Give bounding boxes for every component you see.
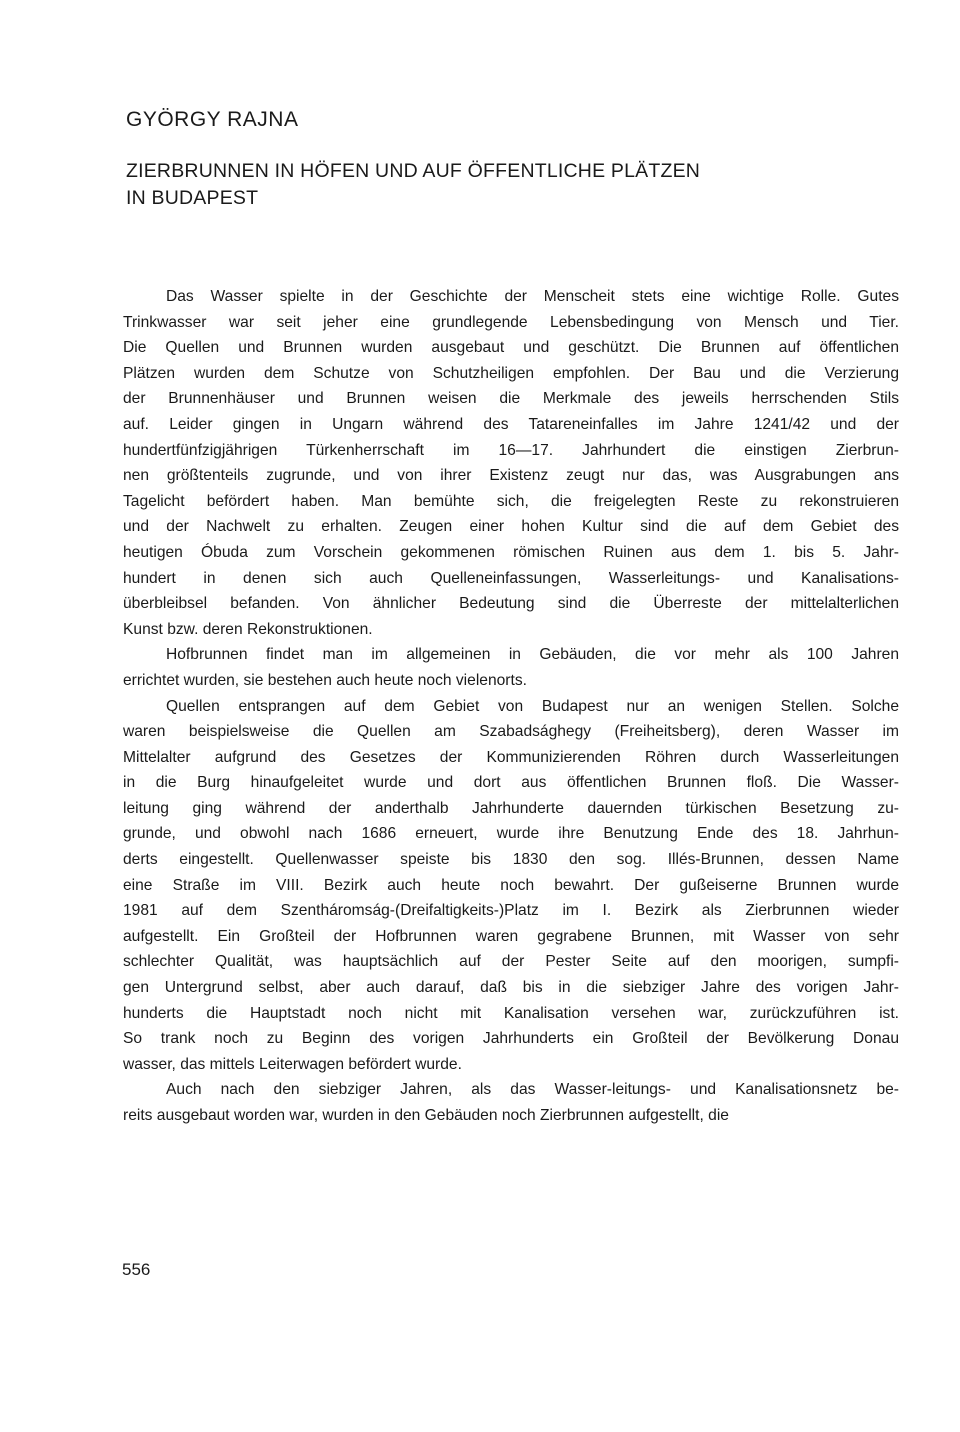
- body-line: überbleibsel befanden. Von ähnlicher Bedeutung sind die Überreste der mittelalterlichen: [123, 595, 899, 613]
- author-name: GYÖRGY RAJNA: [126, 108, 299, 131]
- body-line: gen Untergrund selbst, aber auch darauf, daß bis in die siebziger Jahre des vorigen Jahr-: [123, 979, 899, 997]
- body-line: errichtet wurden, sie bestehen auch heute noch vielenorts.: [123, 671, 527, 689]
- body-line: reits ausgebaut worden war, wurden in den Gebäuden noch Zierbrunnen aufgestellt, die: [123, 1107, 729, 1124]
- title-line: IN BUDAPEST: [126, 187, 259, 209]
- body-line: Hofbrunnen findet man im allgemeinen in Gebäuden, die vor mehr als 100 Jahren: [166, 646, 899, 664]
- body-line: grunde, und obwohl nach 1686 erneuert, wurde ihre Benutzung Ende des 18. Jahrhun-: [123, 825, 899, 843]
- body-line: waren beispielsweise die Quellen am Szabadsághegy (Freiheitsberg), deren Wasser im: [123, 723, 899, 741]
- body-line: hundertfünfzigjährigen Türkenherrschaft im 16—17. Jahrhundert die einstigen Zierbrun-: [123, 441, 899, 459]
- body-line: Auch nach den siebziger Jahren, als das Wasser-leitungs- und Kanalisationsnetz be-: [166, 1081, 899, 1099]
- body-line: Trinkwasser war seit jeher eine grundlegende Lebensbedingung von Mensch und Tier.: [123, 313, 899, 331]
- body-line: 1981 auf dem Szentháromság-(Dreifaltigkeits-)Platz im I. Bezirk als Zierbrunnen wieder: [123, 902, 899, 920]
- article-title: [126, 158, 846, 212]
- body-line: heutigen Óbuda zum Vorschein gekommenen römischen Ruinen aus dem 1. bis 5. Jahr-: [123, 543, 899, 561]
- body-line: Die Quellen und Brunnen wurden ausgebaut und geschützt. Die Brunnen auf öffentlichen: [123, 339, 899, 357]
- body-line: in die Burg hinaufgeleitet wurde und dort aus öffentlichen Brunnen floß. Die Wasser-: [123, 774, 899, 792]
- body-line: leitung ging während der anderthalb Jahrhunderte dauernden türkischen Besetzung zu-: [123, 799, 899, 817]
- body-line: Mittelalter aufgrund des Gesetzes der Kommunizierenden Röhren durch Wasserleitungen: [123, 748, 899, 766]
- page-number: 556: [122, 1260, 151, 1279]
- body-line: schlechter Qualität, was hauptsächlich auf der Pester Seite auf den moorigen, sumpfi-: [123, 953, 899, 971]
- body-line: eine Straße im VIII. Bezirk auch heute noch bewahrt. Der gußeiserne Brunnen wurde: [123, 876, 899, 894]
- body-line: derts eingestellt. Quellenwasser speiste bis 1830 den sog. Illés-Brunnen, dessen Name: [123, 851, 899, 869]
- body-line: nen größtenteils zugrunde, und von ihrer Existenz zeugt nur das, was Ausgrabungen ans: [123, 467, 899, 485]
- body-line: hunderts die Hauptstadt noch nicht mit Kanalisation versehen war, zurückzuführen ist.: [123, 1004, 899, 1022]
- body-line: aufgestellt. Ein Großteil der Hofbrunnen waren gegrabene Brunnen, mit Wasser von sehr: [123, 927, 899, 945]
- body-line: hundert in denen sich auch Quelleneinfassungen, Wasserleitungs- und Kanalisations-: [123, 569, 899, 587]
- body-line: Plätzen wurden dem Schutze von Schutzheiligen empfohlen. Der Bau und die Verzierung: [123, 364, 899, 382]
- body-line: wasser, das mittels Leiterwagen befördert wurde.: [123, 1055, 462, 1073]
- body-line: und der Nachwelt zu erhalten. Zeugen einer hohen Kultur sind die auf dem Gebiet des: [123, 518, 899, 536]
- title-line: ZIERBRUNNEN IN HÖFEN UND AUF ÖFFENTLICHE PLÄTZEN: [126, 160, 701, 182]
- article-body: [123, 284, 899, 1129]
- body-line: Das Wasser spielte in der Geschichte der Menscheit stets eine wichtige Rolle. Gutes: [166, 288, 899, 305]
- body-line: So trank noch zu Beginn des vorigen Jahrhunderts ein Großteil der Bevölkerung Donau: [123, 1030, 899, 1048]
- body-line: Quellen entsprangen auf dem Gebiet von Budapest nur an wenigen Stellen. Solche: [166, 697, 899, 715]
- body-line: Kunst bzw. deren Rekonstruktionen.: [123, 620, 373, 638]
- body-line: der Brunnenhäuser und Brunnen weisen die Merkmale des jeweils herrschenden Stils: [123, 390, 899, 408]
- body-line: Tagelicht befördert haben. Man bemühte sich, die freigelegten Reste zu rekonstruieren: [123, 492, 899, 510]
- body-line: auf. Leider gingen in Ungarn während des Tatareneinfalles im Jahre 1241/42 und der: [123, 415, 899, 433]
